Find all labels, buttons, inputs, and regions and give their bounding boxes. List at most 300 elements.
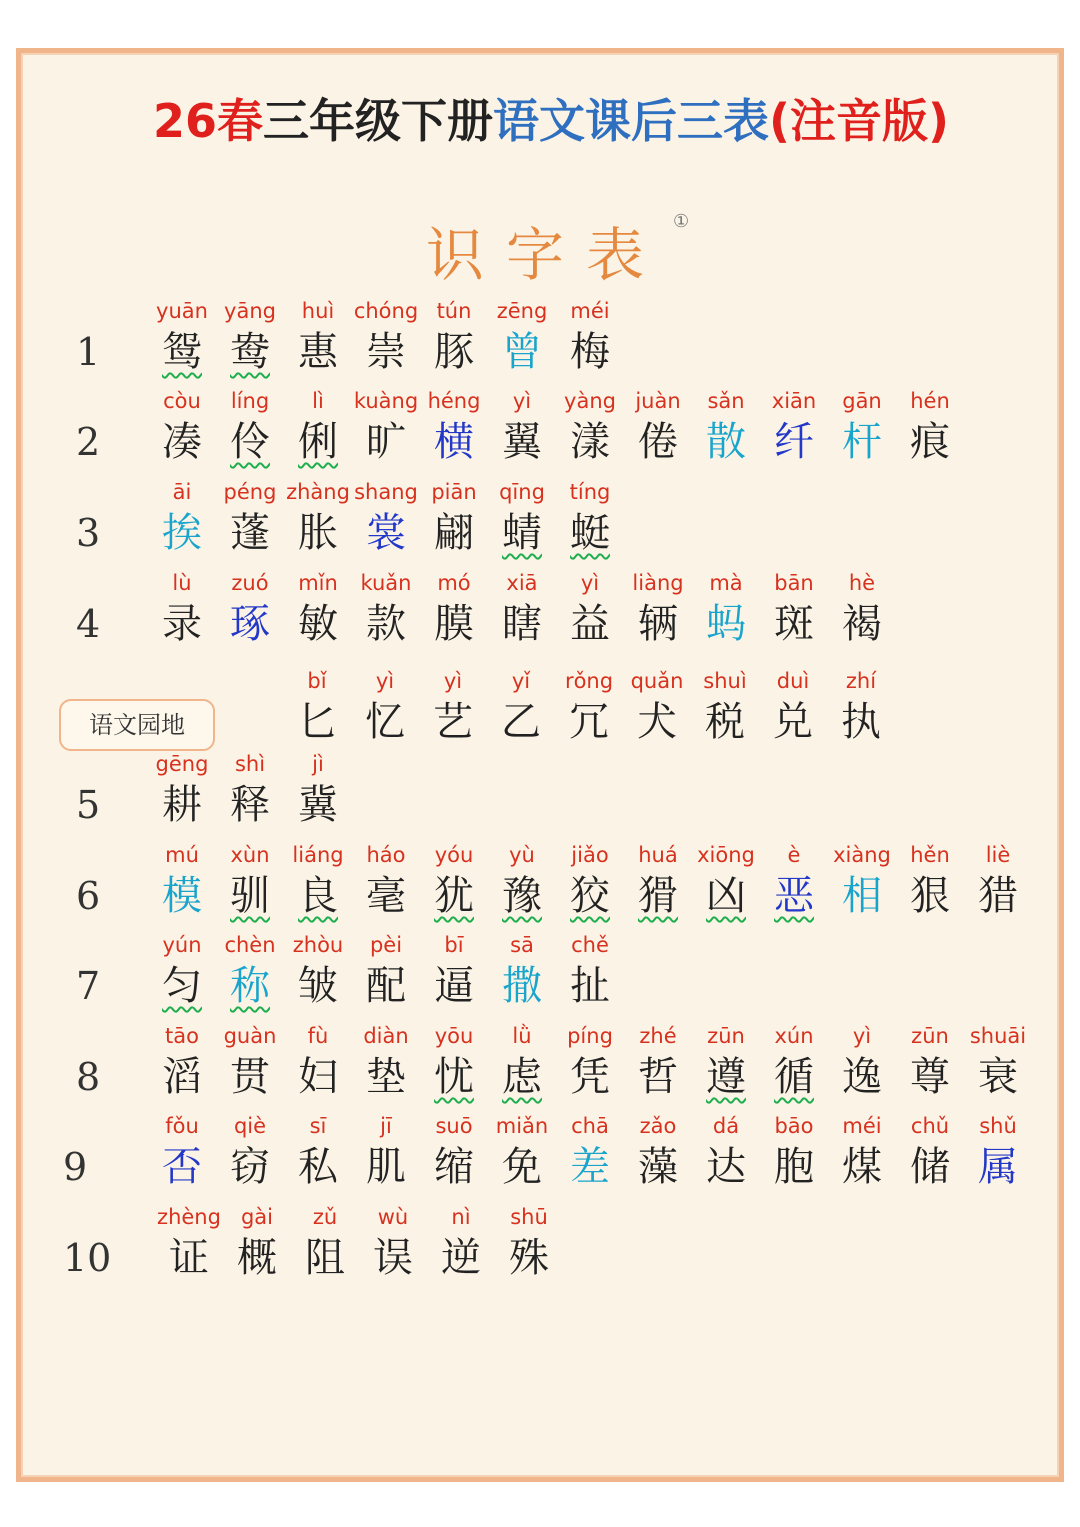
character-cell	[353, 931, 419, 1013]
hanzi: 贯	[230, 1054, 270, 1100]
pinyin: qiè	[233, 1114, 267, 1138]
character-cell	[693, 387, 759, 469]
character-cell	[149, 297, 215, 379]
character-cell	[421, 387, 487, 469]
hanzi: 免	[502, 1144, 542, 1190]
hanzi: 狠	[910, 873, 950, 919]
pinyin: juàn	[635, 389, 681, 413]
pinyin: zhèng	[157, 1205, 221, 1229]
row-label: 2	[76, 420, 101, 464]
pinyin: guàn	[223, 1024, 277, 1048]
hanzi: 旷	[366, 419, 406, 465]
character-cell	[557, 478, 623, 560]
section-title: 识字表	[426, 221, 667, 289]
pinyin: mó	[437, 571, 471, 595]
character-cell	[965, 1022, 1031, 1104]
hanzi: 狡	[570, 873, 610, 919]
character-cell	[693, 569, 759, 651]
hanzi: 差	[570, 1144, 610, 1190]
pinyin: shang	[354, 480, 418, 504]
hanzi: 窃	[230, 1144, 270, 1190]
hanzi: 属	[978, 1144, 1018, 1190]
hanzi: 褐	[842, 601, 882, 647]
hanzi: 斑	[774, 601, 814, 647]
hanzi: 储	[910, 1144, 950, 1190]
pinyin: shū	[510, 1205, 548, 1229]
hanzi: 杆	[842, 419, 882, 465]
hanzi: 私	[298, 1144, 338, 1190]
pinyin: mú	[165, 843, 199, 867]
pinyin: fǒu	[165, 1114, 199, 1138]
hanzi: 梅	[570, 329, 610, 375]
pinyin: méi	[842, 1114, 882, 1138]
hanzi: 蓬	[230, 510, 270, 556]
character-cell	[217, 1022, 283, 1104]
hanzi: 辆	[638, 601, 678, 647]
character-cell	[693, 1112, 759, 1194]
row-label: 5	[76, 783, 101, 827]
hanzi: 犬	[637, 699, 677, 745]
character-cell	[353, 1112, 419, 1194]
character-cell	[829, 1112, 895, 1194]
character-cell	[761, 1022, 827, 1104]
hanzi: 冀	[298, 782, 338, 828]
hanzi: 翼	[502, 419, 542, 465]
pinyin: lǜ	[512, 1024, 532, 1048]
hanzi: 胞	[774, 1144, 814, 1190]
pinyin: gān	[842, 389, 882, 413]
character-cell	[285, 841, 351, 923]
character-cell	[428, 1203, 494, 1285]
character-cell	[421, 1022, 487, 1104]
pinyin: chǔ	[910, 1114, 950, 1138]
character-cell	[557, 387, 623, 469]
pinyin: chóng	[353, 299, 419, 323]
pinyin: xiōng	[697, 843, 755, 867]
character-cell	[421, 1112, 487, 1194]
hanzi: 称	[230, 963, 270, 1009]
pinyin: yì	[852, 1024, 872, 1048]
pinyin: xiàng	[833, 843, 891, 867]
hanzi: 达	[706, 1144, 746, 1190]
hanzi: 琢	[230, 601, 270, 647]
pinyin: jiǎo	[571, 843, 609, 867]
hanzi: 纤	[774, 419, 814, 465]
character-cell	[421, 841, 487, 923]
character-cell	[149, 1022, 215, 1104]
pinyin: yǐ	[511, 669, 531, 693]
character-cell	[156, 1203, 222, 1285]
pinyin: yóu	[434, 843, 474, 867]
pinyin: lù	[172, 571, 192, 595]
row-label: 4	[76, 602, 101, 646]
character-cell	[285, 1112, 351, 1194]
pinyin: zūn	[911, 1024, 949, 1048]
hanzi: 匕	[297, 699, 337, 745]
hanzi: 相	[842, 873, 882, 919]
title-year: 26春	[152, 94, 263, 148]
hanzi: 毫	[366, 873, 406, 919]
character-cell	[149, 387, 215, 469]
pinyin: yì	[375, 669, 395, 693]
hanzi: 逼	[434, 963, 474, 1009]
character-cell	[557, 1112, 623, 1194]
hanzi: 痕	[910, 419, 950, 465]
pinyin: shǔ	[979, 1114, 1017, 1138]
hanzi: 凶	[706, 873, 746, 919]
character-cell	[692, 667, 758, 749]
hanzi: 缩	[434, 1144, 474, 1190]
character-cell	[897, 841, 963, 923]
pinyin: yì	[443, 669, 463, 693]
pinyin: tāo	[165, 1024, 199, 1048]
character-cell	[965, 841, 1031, 923]
pinyin: liáng	[292, 843, 344, 867]
pinyin: miǎn	[495, 1114, 549, 1138]
hanzi: 释	[230, 782, 270, 828]
character-cell	[557, 1022, 623, 1104]
row-label: 7	[76, 964, 101, 1008]
hanzi: 横	[434, 419, 474, 465]
character-cell	[149, 750, 215, 832]
character-cell	[489, 841, 555, 923]
row-label: 1	[76, 330, 101, 374]
character-cell	[149, 931, 215, 1013]
pinyin: zhàng	[286, 480, 350, 504]
pinyin: yāng	[224, 299, 276, 323]
character-cell	[217, 841, 283, 923]
character-cell	[489, 569, 555, 651]
hanzi: 匀	[162, 963, 202, 1009]
row-label: 10	[63, 1236, 112, 1280]
character-cell	[353, 841, 419, 923]
character-cell	[829, 569, 895, 651]
hanzi: 循	[774, 1054, 814, 1100]
hanzi: 敏	[298, 601, 338, 647]
character-cell	[217, 1112, 283, 1194]
hanzi: 税	[705, 699, 745, 745]
hanzi: 猎	[978, 873, 1018, 919]
pinyin: liè	[985, 843, 1011, 867]
character-cell	[488, 667, 554, 749]
character-cell	[625, 841, 691, 923]
pinyin: zhé	[639, 1024, 677, 1048]
pinyin: yōu	[434, 1024, 474, 1048]
character-cell	[353, 478, 419, 560]
hanzi: 益	[570, 601, 610, 647]
character-cell	[285, 569, 351, 651]
hanzi: 伶	[230, 419, 270, 465]
hanzi: 瞎	[502, 601, 542, 647]
pinyin: péng	[223, 480, 277, 504]
pinyin: huá	[638, 843, 678, 867]
character-cell	[693, 841, 759, 923]
pinyin: zūn	[707, 1024, 745, 1048]
character-cell	[284, 667, 350, 749]
row-label: 6	[76, 874, 101, 918]
hanzi: 翩	[434, 510, 474, 556]
hanzi: 执	[841, 699, 881, 745]
pinyin: yì	[580, 571, 600, 595]
character-cell	[489, 297, 555, 379]
pinyin: wù	[377, 1205, 409, 1229]
hanzi: 逆	[441, 1235, 481, 1281]
hanzi: 妇	[298, 1054, 338, 1100]
hanzi: 误	[373, 1235, 413, 1281]
character-cell	[761, 387, 827, 469]
hanzi: 虑	[502, 1054, 542, 1100]
pinyin: dá	[712, 1114, 740, 1138]
pinyin: shuāi	[969, 1024, 1027, 1048]
hanzi: 漾	[570, 419, 610, 465]
pinyin: còu	[163, 389, 201, 413]
character-cell	[421, 297, 487, 379]
hanzi: 恶	[774, 873, 814, 919]
pinyin: kuǎn	[360, 571, 412, 595]
character-cell	[829, 1022, 895, 1104]
character-cell	[352, 667, 418, 749]
character-cell	[496, 1203, 562, 1285]
pinyin: è	[787, 843, 801, 867]
pinyin: piān	[431, 480, 477, 504]
character-cell	[489, 1112, 555, 1194]
character-cell	[625, 569, 691, 651]
hanzi: 哲	[638, 1054, 678, 1100]
hanzi: 肌	[366, 1144, 406, 1190]
pinyin: jī	[380, 1114, 392, 1138]
hanzi: 蜻	[502, 510, 542, 556]
hanzi: 曾	[502, 329, 542, 375]
hanzi: 裳	[366, 510, 406, 556]
character-cell	[149, 1112, 215, 1194]
pinyin: yuān	[156, 299, 208, 323]
character-cell	[761, 841, 827, 923]
hanzi: 衰	[978, 1054, 1018, 1100]
character-cell	[760, 667, 826, 749]
pinyin: tíng	[569, 480, 611, 504]
hanzi: 散	[706, 419, 746, 465]
pinyin: xún	[774, 1024, 814, 1048]
hanzi: 忧	[434, 1054, 474, 1100]
row-label: 3	[76, 511, 101, 555]
pinyin: yàng	[564, 389, 616, 413]
row-label: 8	[76, 1055, 101, 1099]
hanzi: 犹	[434, 873, 474, 919]
character-cell	[292, 1203, 358, 1285]
hanzi: 概	[237, 1235, 277, 1281]
character-cell	[489, 1022, 555, 1104]
character-cell	[897, 1112, 963, 1194]
hanzi: 遵	[706, 1054, 746, 1100]
hanzi: 猾	[638, 873, 678, 919]
character-cell	[353, 569, 419, 651]
pinyin: xiān	[771, 389, 817, 413]
hanzi: 崇	[366, 329, 406, 375]
pinyin: jì	[312, 752, 324, 776]
pinyin: hè	[848, 571, 876, 595]
hanzi: 凭	[570, 1054, 610, 1100]
character-cell	[285, 1022, 351, 1104]
character-cell	[625, 387, 691, 469]
character-cell	[353, 387, 419, 469]
character-cell	[557, 297, 623, 379]
pinyin: zuó	[231, 571, 269, 595]
character-cell	[421, 931, 487, 1013]
character-cell	[556, 667, 622, 749]
pinyin: diàn	[363, 1024, 409, 1048]
hanzi: 藻	[638, 1144, 678, 1190]
hanzi: 驯	[230, 873, 270, 919]
hanzi: 挨	[162, 510, 202, 556]
hanzi: 蚂	[706, 601, 746, 647]
pinyin: āi	[172, 480, 192, 504]
hanzi: 忆	[365, 699, 405, 745]
character-cell	[421, 478, 487, 560]
hanzi: 殊	[509, 1235, 549, 1281]
pinyin: bǐ	[307, 669, 327, 693]
character-cell	[149, 569, 215, 651]
hanzi: 逸	[842, 1054, 882, 1100]
hanzi: 模	[162, 873, 202, 919]
pinyin: zǎo	[639, 1114, 677, 1138]
hanzi: 豚	[434, 329, 474, 375]
character-cell	[217, 478, 283, 560]
hanzi: 撒	[502, 963, 542, 1009]
pinyin: bān	[774, 571, 814, 595]
pinyin: bī	[444, 933, 464, 957]
pinyin: xùn	[230, 843, 270, 867]
character-cell	[420, 667, 486, 749]
pinyin: pèi	[369, 933, 403, 957]
pinyin: zēng	[496, 299, 548, 323]
hanzi: 款	[366, 601, 406, 647]
pinyin: quǎn	[630, 669, 684, 693]
character-cell	[285, 750, 351, 832]
character-cell	[353, 297, 419, 379]
pinyin: gài	[240, 1205, 274, 1229]
row-label-garden: 语文园地	[59, 699, 215, 751]
hanzi: 凑	[162, 419, 202, 465]
character-cell	[217, 569, 283, 651]
pinyin: méi	[570, 299, 610, 323]
pinyin: shì	[234, 752, 266, 776]
section-title-mark: ①	[673, 211, 690, 232]
hanzi: 配	[366, 963, 406, 1009]
pinyin: liàng	[632, 571, 684, 595]
pinyin: shuì	[703, 669, 747, 693]
character-cell	[217, 297, 283, 379]
character-cell	[489, 387, 555, 469]
hanzi: 乙	[501, 699, 541, 745]
character-cell	[693, 1022, 759, 1104]
character-cell	[625, 1022, 691, 1104]
character-cell	[829, 387, 895, 469]
character-cell	[217, 931, 283, 1013]
pinyin: mà	[709, 571, 743, 595]
pinyin: hěn	[910, 843, 950, 867]
pinyin: yù	[509, 843, 535, 867]
hanzi: 倦	[638, 419, 678, 465]
hanzi: 耕	[162, 782, 202, 828]
character-cell	[217, 387, 283, 469]
pinyin: háo	[366, 843, 406, 867]
pinyin: hén	[910, 389, 950, 413]
row-label: 9	[63, 1145, 88, 1189]
pinyin: duì	[776, 669, 810, 693]
pinyin: sā	[510, 933, 534, 957]
pinyin: yì	[512, 389, 532, 413]
pinyin: huì	[301, 299, 335, 323]
pinyin: suō	[435, 1114, 473, 1138]
character-cell	[149, 478, 215, 560]
hanzi: 豫	[502, 873, 542, 919]
pinyin: yún	[162, 933, 202, 957]
hanzi: 垫	[366, 1054, 406, 1100]
character-cell	[557, 931, 623, 1013]
worksheet-card	[16, 48, 1064, 1482]
pinyin: zǔ	[312, 1205, 338, 1229]
character-cell	[360, 1203, 426, 1285]
character-cell	[557, 841, 623, 923]
hanzi: 俐	[298, 419, 338, 465]
pinyin: líng	[230, 389, 270, 413]
pinyin: nì	[451, 1205, 471, 1229]
character-cell	[149, 841, 215, 923]
character-cell	[557, 569, 623, 651]
page-title	[91, 85, 1011, 151]
character-cell	[489, 478, 555, 560]
title-grade: 三年级下册	[262, 94, 493, 148]
title-edition: (注音版)	[768, 94, 950, 148]
character-cell	[965, 1112, 1031, 1194]
hanzi: 扯	[570, 963, 610, 1009]
pinyin: héng	[427, 389, 481, 413]
character-cell	[285, 478, 351, 560]
pinyin: xiā	[506, 571, 538, 595]
pinyin: tún	[436, 299, 472, 323]
character-cell	[828, 667, 894, 749]
hanzi: 蜓	[570, 510, 610, 556]
character-cell	[421, 569, 487, 651]
hanzi: 皱	[298, 963, 338, 1009]
character-cell	[353, 1022, 419, 1104]
character-cell	[625, 1112, 691, 1194]
pinyin: sǎn	[707, 389, 745, 413]
hanzi: 阻	[305, 1235, 345, 1281]
pinyin: chā	[571, 1114, 609, 1138]
pinyin: zhí	[845, 669, 877, 693]
pinyin: lì	[312, 389, 324, 413]
pinyin: bāo	[774, 1114, 814, 1138]
character-cell	[761, 1112, 827, 1194]
character-cell	[489, 931, 555, 1013]
hanzi: 冗	[569, 699, 609, 745]
hanzi: 鸯	[230, 329, 270, 375]
character-cell	[829, 841, 895, 923]
pinyin: píng	[567, 1024, 613, 1048]
pinyin: fù	[307, 1024, 329, 1048]
character-cell	[285, 387, 351, 469]
character-cell	[897, 1022, 963, 1104]
pinyin: mǐn	[298, 571, 338, 595]
character-cell	[217, 750, 283, 832]
character-cell	[224, 1203, 290, 1285]
hanzi: 煤	[842, 1144, 882, 1190]
hanzi: 证	[169, 1235, 209, 1281]
pinyin: rǒng	[564, 669, 614, 693]
character-cell	[285, 297, 351, 379]
hanzi: 鸳	[162, 329, 202, 375]
